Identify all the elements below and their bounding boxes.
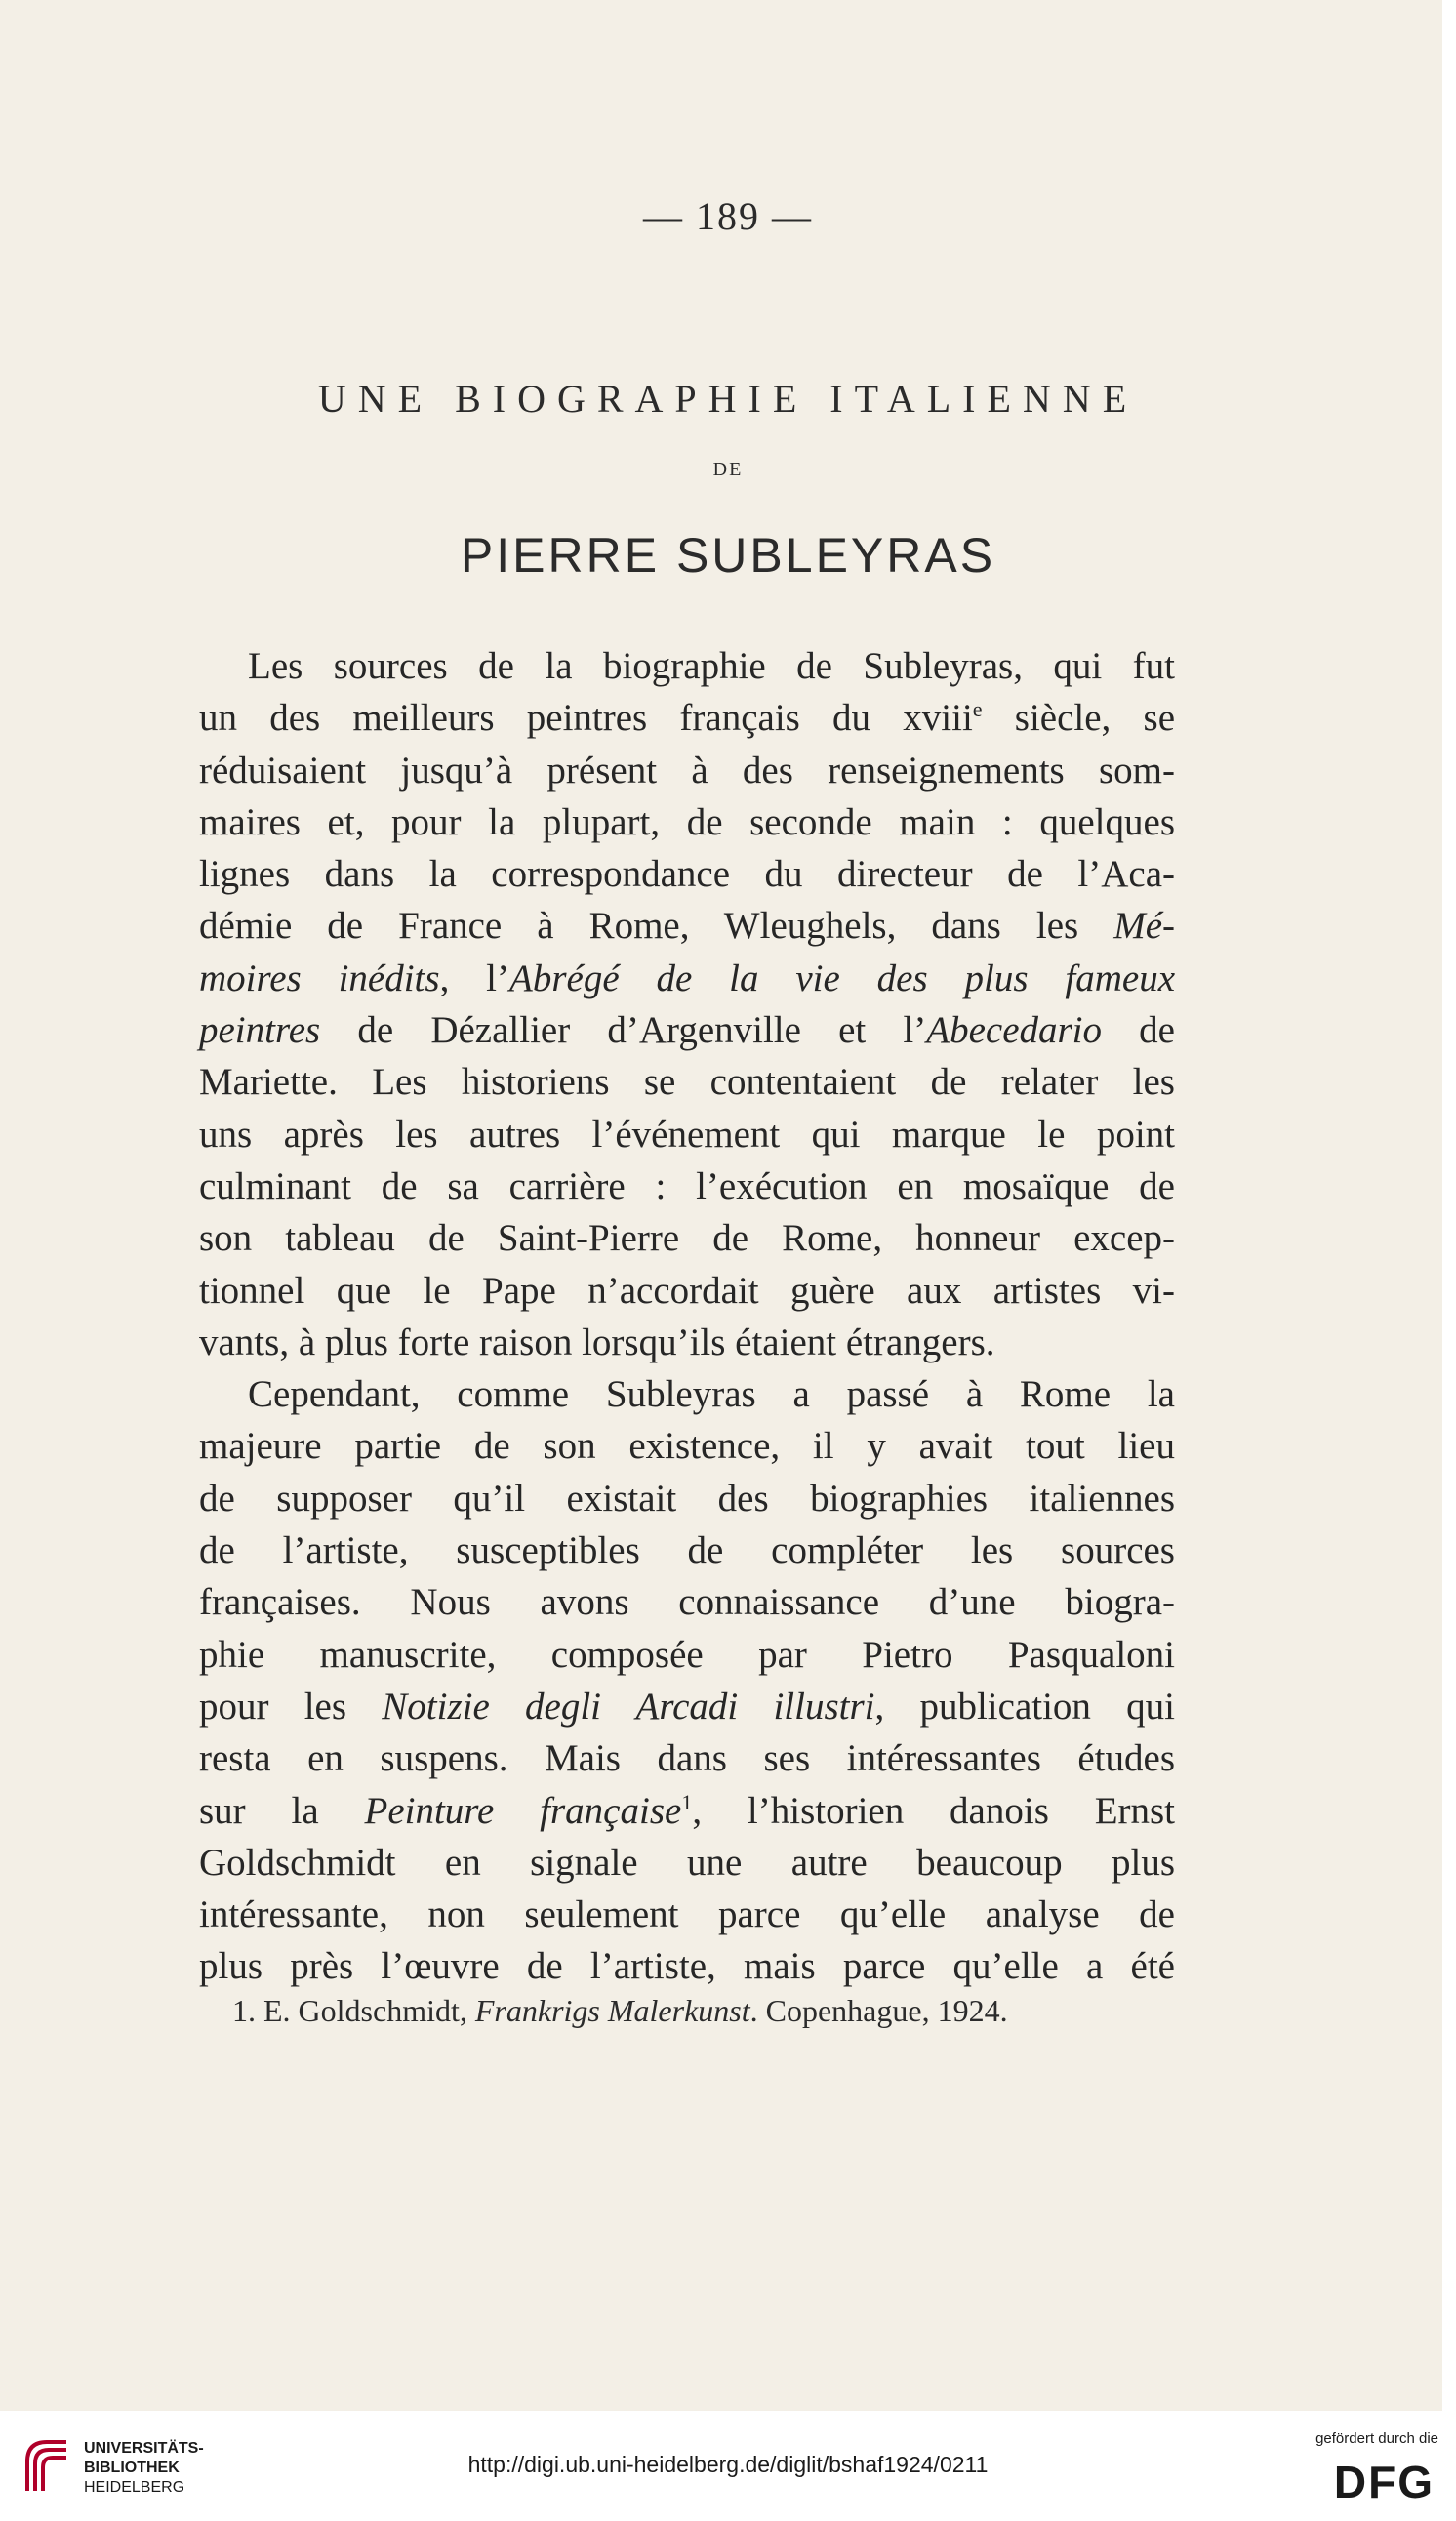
- text-line: resta en suspens. Mais dans ses intéressantes études: [199, 1737, 1175, 1780]
- text-line: culminant de sa carrière : l’exécution en mosaïque de: [199, 1164, 1175, 1207]
- text-line: sur la Peinture française$^1$, l’historien danois Ernst: [199, 1789, 1176, 1832]
- text-line: maires et, pour la plupart, de seconde main : quelques: [199, 800, 1175, 843]
- text-line: peintres de Dézallier d’Argenville et l’Abecedario de: [199, 1009, 1175, 1052]
- page-gutter: [1442, 0, 1456, 2411]
- text-line: plus près l’œuvre de l’artiste, mais parce qu’elle a été: [199, 1945, 1175, 1988]
- dfg-logo: DFG: [1333, 2457, 1435, 2507]
- text-line: son tableau de Saint-Pierre de Rome, honneur excep-: [199, 1217, 1175, 1260]
- body-text: [199, 640, 1175, 1993]
- text-line: lignes dans la correspondance du directeur de l’Aca-: [199, 853, 1175, 896]
- footnote: 1. E. Goldschmidt, Frankrigs Malerkunst. Copenhague, 1924.: [232, 1993, 1008, 2028]
- page-number: — 189 —: [643, 194, 813, 238]
- text-line: Les sources de la biographie de Subleyras, qui fut: [248, 645, 1175, 687]
- text-line: phie manuscrite, composée par Pietro Pasqualoni: [199, 1633, 1175, 1676]
- text-line: Mariette. Les historiens se contentaient de relater les: [199, 1061, 1175, 1104]
- text-line: tionnel que le Pape n’accordait guère aux artistes vi-: [199, 1269, 1175, 1312]
- text-line: de supposer qu’il existait des biographies italiennes: [199, 1477, 1175, 1520]
- text-line: réduisaient jusqu’à présent à des renseignements som-: [199, 749, 1175, 792]
- text-line: un des meilleurs peintres français du xviii$^e$ siècle, se: [199, 697, 1176, 740]
- text-line: moires inédits, l’Abrégé de la vie des plus fameux: [199, 956, 1176, 999]
- article-title-line1: UNE BIOGRAPHIE ITALIENNE: [317, 377, 1139, 421]
- footer-bar: [0, 2411, 1456, 2521]
- permalink-url[interactable]: http://digi.ub.uni-heidelberg.de/diglit/bshaf1924/0211: [467, 2452, 989, 2477]
- article-title-de: DE: [712, 459, 744, 480]
- article-title-line2: PIERRE SUBLEYRAS: [460, 528, 996, 583]
- text-line: intéressante, non seulement parce qu’elle analyse de: [199, 1893, 1175, 1936]
- text-line: uns après les autres l’événement qui marque le point: [199, 1113, 1175, 1156]
- text-line: Goldschmidt en signale une autre beaucoup plus: [199, 1841, 1175, 1884]
- text-line: Cependant, comme Subleyras a passé à Rome la: [248, 1373, 1175, 1416]
- text-line: vants, à plus forte raison lorsqu’ils étaient étrangers.: [199, 1321, 995, 1363]
- funded-by-label: gefördert durch die: [1315, 2430, 1438, 2447]
- text-line: de l’artiste, susceptibles de compléter les sources: [199, 1529, 1175, 1572]
- text-line: démie de France à Rome, Wleughels, dans les Mé-: [199, 905, 1176, 948]
- library-name: UNIVERSITÄTS- BIBLIOTHEK HEIDELBERG: [84, 2440, 204, 2496]
- text-line: pour les Notizie degli Arcadi illustri, publication qui: [199, 1685, 1175, 1728]
- text-line: françaises. Nous avons connaissance d’une biogra-: [199, 1581, 1175, 1624]
- text-line: majeure partie de son existence, il y avait tout lieu: [199, 1425, 1175, 1468]
